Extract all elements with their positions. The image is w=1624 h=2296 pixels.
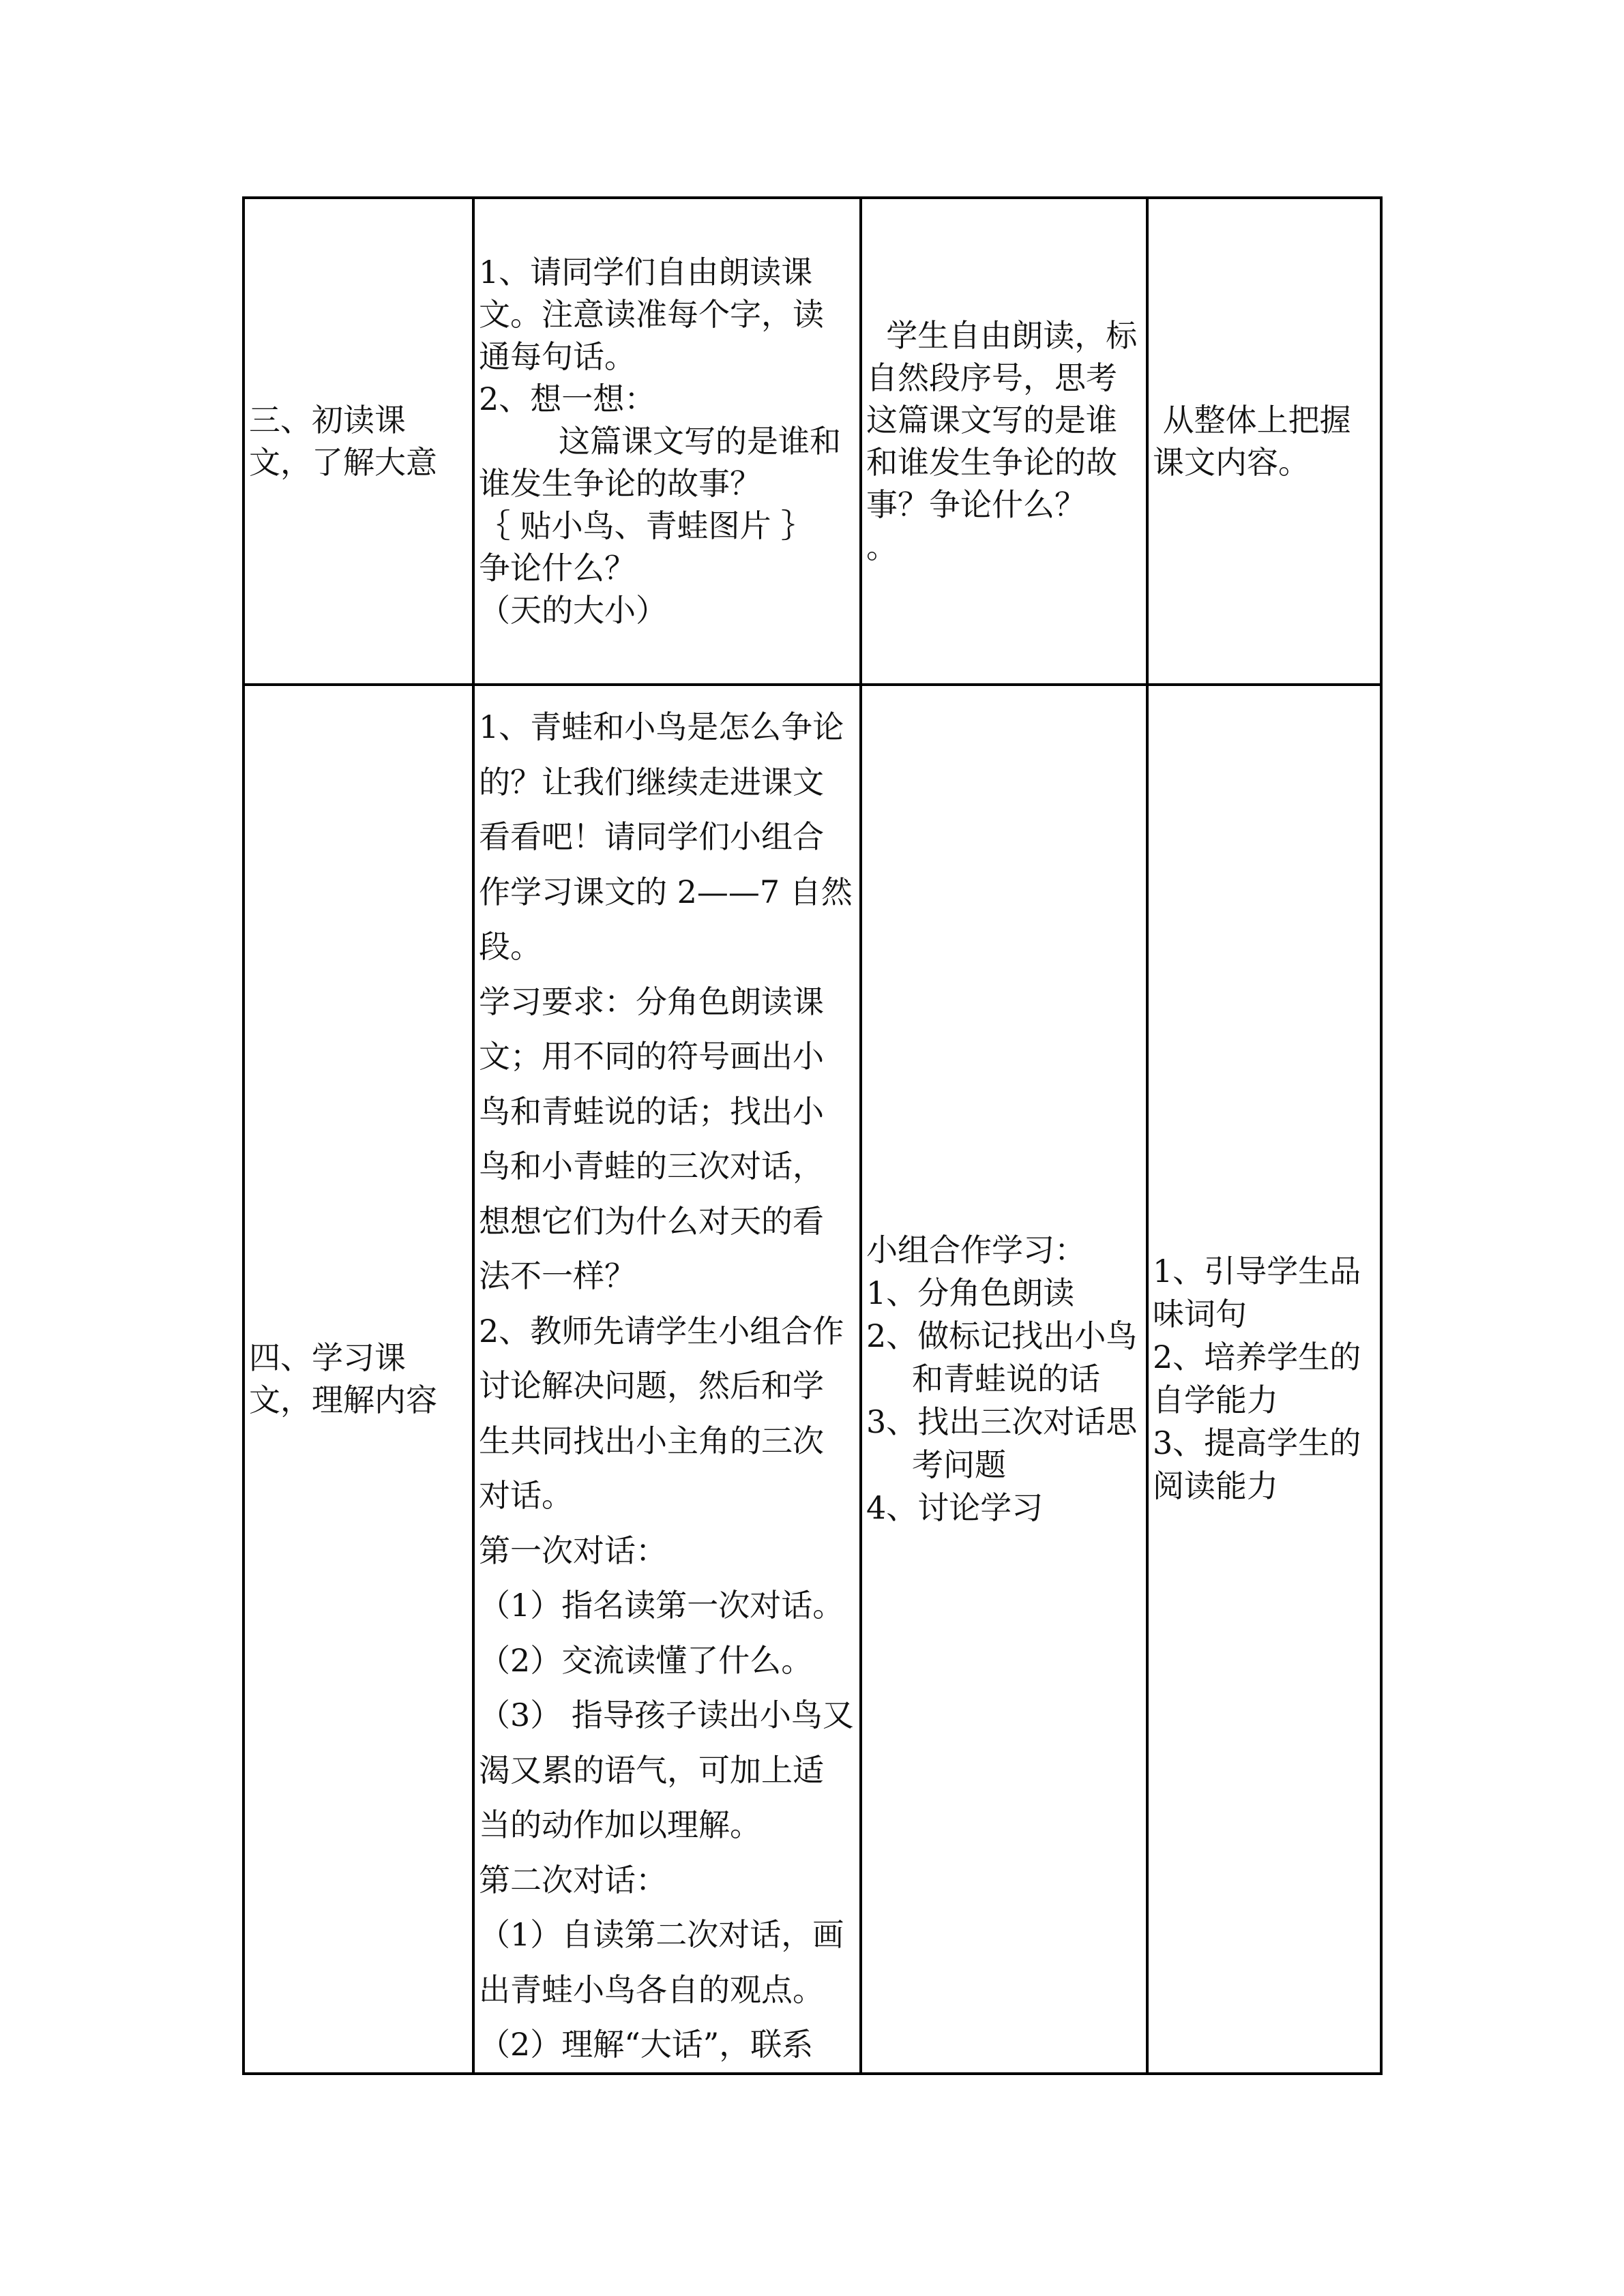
teacher-text-line: 的？让我们继续走进课文 <box>479 763 824 801</box>
teacher-text-line: 当的动作加以理解。 <box>479 1806 761 1843</box>
teacher-text-line: 这篇课文写的是谁和 <box>479 423 841 460</box>
student-list-item: 3、找出三次对话思考问题 <box>866 1403 1138 1483</box>
intent-text-line: 课文内容。 <box>1153 444 1310 481</box>
teacher-text-line: ｛ 贴小鸟、青蛙图片 ｝ <box>479 507 813 544</box>
teacher-text-line: 谁发生争论的故事？ <box>479 465 761 502</box>
teacher-text-line: 第一次对话： <box>479 1532 667 1569</box>
intent-cell <box>1147 198 1381 685</box>
student-activity-title: 小组合作学习： <box>866 1231 1086 1268</box>
teacher-text-line: 第二次对话： <box>479 1861 667 1898</box>
teacher-text-line: （2）交流读懂了什么。 <box>479 1641 813 1679</box>
intent-text-line: 1、引导学生品 <box>1153 1253 1361 1290</box>
student-text-line: 自然段序号，思考 <box>866 359 1117 396</box>
teacher-text-line: （2）理解“大话”，联系 <box>479 2026 814 2063</box>
intent-text-line: 阅读能力 <box>1153 1467 1278 1505</box>
stage-text-line: 三、初读课 <box>249 402 406 438</box>
intent-cell <box>1147 685 1381 2074</box>
stage-text-line: 四、学习课 <box>249 1339 406 1377</box>
student-text-line: 这篇课文写的是谁 <box>866 402 1117 438</box>
teacher-text-line: 文。注意读准每个字，读 <box>479 296 824 333</box>
lesson-plan-table <box>242 196 1383 2075</box>
teacher-text-line: 学习要求：分角色朗读课 <box>479 983 824 1020</box>
intent-text-line: 从整体上把握 <box>1153 402 1351 438</box>
teacher-text-line: 通每句话。 <box>479 338 636 375</box>
teacher-text-line: 渴又累的语气，可加上适 <box>479 1751 824 1789</box>
teacher-text-line: 鸟和青蛙说的话；找出小 <box>479 1092 824 1130</box>
student-activity-cell <box>861 685 1147 2074</box>
student-text-line: 事？争论什么？ <box>866 486 1086 523</box>
teacher-text-line: 鸟和小青蛙的三次对话， <box>479 1148 824 1184</box>
intent-text-line: 2、培养学生的 <box>1153 1339 1361 1376</box>
stage-text-line: 文，理解内容 <box>249 1382 437 1419</box>
student-text-line: 和谁发生争论的故 <box>866 444 1117 481</box>
teacher-text-line: 争论什么？ <box>479 550 636 586</box>
student-list-item: 1、分角色朗读 <box>866 1274 1075 1311</box>
table-row <box>243 198 1381 685</box>
teacher-text-line: 想想它们为什么对天的看 <box>479 1202 824 1240</box>
teacher-text-line: 讨论解决问题，然后和学 <box>479 1367 824 1404</box>
teacher-text-line: 1、请同学们自由朗读课 <box>479 254 813 290</box>
student-list-item: 2、做标记找出小鸟和青蛙说的话 <box>866 1317 1138 1397</box>
teacher-text-line: 看看吧！请同学们小组合 <box>479 818 824 855</box>
stage-cell <box>243 685 473 2074</box>
student-activity-cell <box>861 198 1147 685</box>
teacher-text-line: （1）自读第二次对话，画 <box>479 1916 844 1953</box>
teacher-text-line: 生共同找出小主角的三次 <box>479 1422 824 1459</box>
teacher-text-line: 对话。 <box>479 1477 573 1514</box>
student-text-line: 学生自由朗读，标 <box>866 317 1138 354</box>
teacher-text-line: 文；用不同的符号画出小 <box>479 1038 824 1075</box>
stage-text-line: 文，了解大意 <box>249 444 437 481</box>
teacher-text-line: 作学习课文的 2——7 自然 <box>479 873 853 910</box>
teacher-text-line: 出青蛙小鸟各自的观点。 <box>479 1971 824 2008</box>
intent-text-line: 自学能力 <box>1153 1382 1278 1419</box>
teacher-activity-cell <box>473 685 861 2074</box>
teacher-text-line: （1）指名读第一次对话。 <box>479 1587 844 1624</box>
table-row <box>243 685 1381 2074</box>
teacher-text-line: 段。 <box>479 928 542 965</box>
student-list-item: 4、讨论学习 <box>866 1489 1044 1526</box>
teacher-text-line: 2、教师先请学生小组合作 <box>479 1312 844 1350</box>
teacher-text-line: 2、想一想： <box>479 381 656 417</box>
intent-text-line: 3、提高学生的 <box>1153 1425 1361 1462</box>
student-text-line: 。 <box>866 528 898 565</box>
teacher-text-line: （天的大小） <box>479 592 667 629</box>
teacher-text-line: 法不一样？ <box>479 1257 636 1294</box>
stage-cell <box>243 198 473 685</box>
intent-text-line: 味词句 <box>1153 1296 1247 1333</box>
teacher-text-line: （3） 指导孩子读出小鸟又 <box>479 1697 854 1733</box>
teacher-text-line: 1、青蛙和小鸟是怎么争论 <box>479 709 844 745</box>
teacher-activity-cell <box>473 198 861 685</box>
